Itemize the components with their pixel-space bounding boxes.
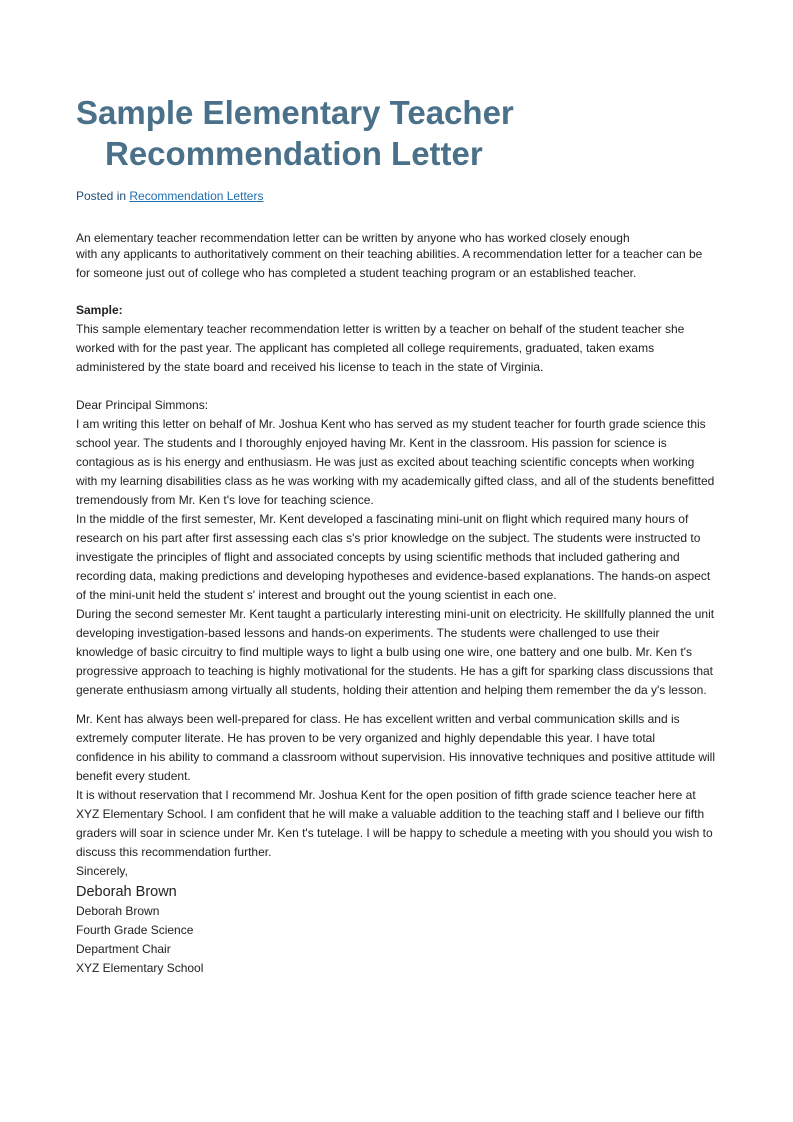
page-title bbox=[76, 92, 716, 174]
signer-role: Department Chair bbox=[76, 942, 171, 956]
letter-salutation: Dear Principal Simmons: bbox=[76, 398, 209, 412]
signer-school: XYZ Elementary School bbox=[76, 961, 204, 975]
letter-paragraph-3: During the second semester Mr. Kent taught a particularly interesting mini-unit on electricity. He skillfully planned the unit developing investigation-based lessons and hands-on experiments. The students were challenged to use their knowledge of basic circuitry to find multiple ways to light a bulb using one wire, one battery and one bulb. Mr. Ken t's progressive approach to teaching is highly motivational for the students. He has a gift for sparking class discussions that generate enthusiasm among virtually all students, holding their attention and helping them remember the da y's lesson. bbox=[76, 607, 715, 697]
intro-line-1: An elementary teacher recommendation letter can be written by anyone who has worked closely enough bbox=[76, 231, 630, 245]
signer-title: Fourth Grade Science bbox=[76, 923, 194, 937]
letter-paragraph-2: In the middle of the first semester, Mr. Kent developed a fascinating mini-unit on flight which required many hours of research on his part after first assessing each clas s's prior knowledge on the subject. The students were instructed to investigate the principles of flight and associated concepts by using scientific methods that included gathering and recording data, making predictions and developing hypotheses and evidence-based explanations. The hands-on aspect of the mini-unit held the student s' interest and brought out the young scientist in each one. bbox=[76, 512, 711, 602]
letter-paragraph-4: Mr. Kent has always been well-prepared for class. He has excellent written and verbal communication skills and is extremely computer literate. He has proven to be very organized and highly dependable this year. I have total confidence in his ability to command a classroom without supervision. His innovative techniques and positive attitude will benefit every student. bbox=[76, 712, 715, 783]
title-line-1: Sample Elementary Teacher bbox=[76, 94, 514, 131]
sample-heading: Sample: bbox=[76, 303, 123, 317]
letter-closing: Sincerely, bbox=[76, 864, 128, 878]
posted-in-line bbox=[76, 188, 716, 204]
intro-paragraph bbox=[76, 232, 716, 283]
title-line-2: Recommendation Letter bbox=[105, 135, 483, 172]
document-page bbox=[76, 92, 716, 978]
signer-name: Deborah Brown bbox=[76, 904, 160, 918]
letter-paragraph-1: I am writing this letter on behalf of Mr. Joshua Kent who has served as my student teacher for fourth grade science this school year. The students and I thoroughly enjoyed having Mr. Kent in the classroom. His passion for science is contagious as is his energy and enthusiasm. He was just as excited about teaching scientific concepts when working with my learning disabilities class as he was working with my academically gifted class, and all of the students benefitted tremendously from Mr. Ken t's love for teaching science. bbox=[76, 417, 715, 507]
intro-rest: with any applicants to authoritatively comment on their teaching abilities. A recommendation letter for a teacher can be for someone just out of college who has completed a student teaching program or an established teacher. bbox=[76, 247, 703, 280]
letter-paragraph-5: It is without reservation that I recommend Mr. Joshua Kent for the open position of fifth grade science teacher here at XYZ Elementary School. I am confident that he will make a valuable addition to the teaching staff and I believe our fifth graders will soar in science under Mr. Ken t's tutelage. I will be happy to schedule a meeting with you should you wish to discuss this recommendation further. bbox=[76, 788, 713, 859]
recommendation-letters-link[interactable]: Recommendation Letters bbox=[129, 189, 264, 203]
posted-prefix: Posted in bbox=[76, 189, 130, 203]
signature: Deborah Brown bbox=[76, 884, 177, 900]
sample-description: This sample elementary teacher recommendation letter is written by a teacher on behalf of the student teacher she worked with for the past year. The applicant has completed all college requirements, graduated, taken exams administered by the state board and received his license to teach in the state of Virginia. bbox=[76, 322, 685, 374]
